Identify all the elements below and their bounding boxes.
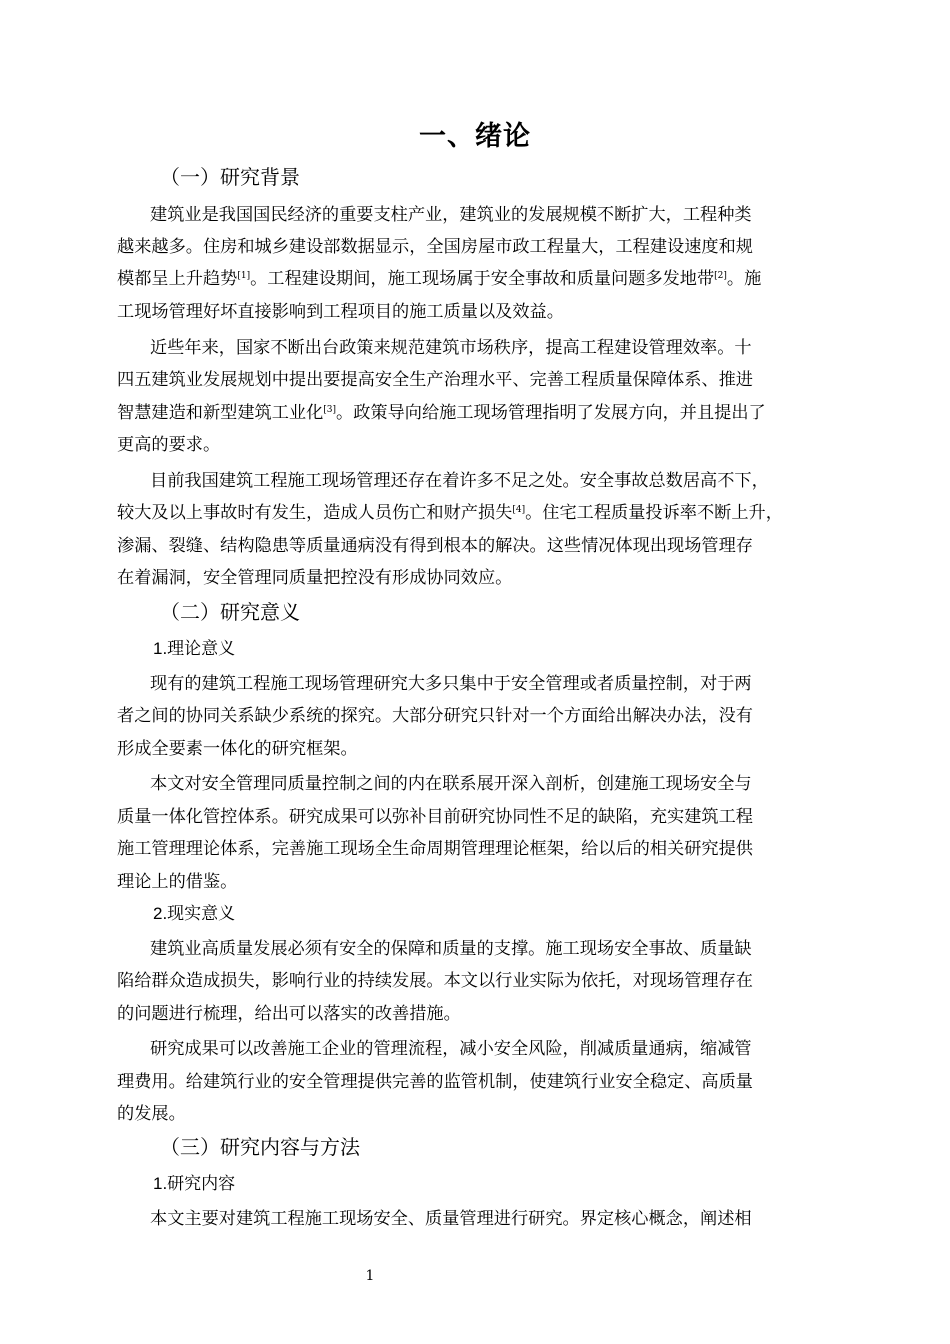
paragraph-line-with-citation bbox=[117, 397, 766, 429]
text-run: 较大及以上事故时有发生，造成人员伤亡和财产损失 bbox=[117, 503, 513, 523]
paragraph-line: 目前我国建筑工程施工现场管理还存在着许多不足之处。安全事故总数居高不下， bbox=[150, 471, 769, 491]
section-heading-content-methods: （三）研究内容与方法 bbox=[160, 1137, 360, 1159]
paragraph-line: 陷给群众造成损失，影响行业的持续发展。本文以行业实际为依托，对现场管理存在 bbox=[117, 971, 753, 991]
chapter-title: 一、绪论 bbox=[419, 121, 531, 151]
paragraph-line: 在着漏洞，安全管理同质量把控没有形成协同效应。 bbox=[117, 568, 513, 588]
subsection-heading-theory: 1.理论意义 bbox=[153, 639, 236, 658]
paragraph-line: 施工管理理论体系，完善施工现场全生命周期管理理论框架，给以后的相关研究提供 bbox=[117, 839, 753, 859]
paragraph-line: 四五建筑业发展规划中提出要提高安全生产治理水平、完善工程质量保障体系、推进 bbox=[117, 370, 753, 390]
paragraph-line: 者之间的协同关系缺少系统的探究。大部分研究只针对一个方面给出解决办法，没有 bbox=[117, 706, 753, 726]
section-heading-background: （一）研究背景 bbox=[160, 167, 300, 189]
subsection-heading-content: 1.研究内容 bbox=[153, 1174, 236, 1193]
paragraph-line: 近些年来，国家不断出台政策来规范建筑市场秩序，提高工程建设管理效率。十 bbox=[150, 338, 752, 358]
paragraph-line: 本文主要对建筑工程施工现场安全、质量管理进行研究。界定核心概念，阐述相 bbox=[150, 1209, 752, 1229]
text-run: 。住宅工程质量投诉率不断上升， bbox=[525, 503, 783, 523]
text-run: 模都呈上升趋势 bbox=[117, 269, 238, 289]
page-number: 1 bbox=[365, 1268, 375, 1284]
citation-2: [2] bbox=[714, 271, 727, 281]
citation-3: [3] bbox=[323, 405, 337, 415]
paragraph-line: 形成全要素一体化的研究框架。 bbox=[117, 739, 358, 759]
text-run: 。政策导向给施工现场管理指明了发展方向，并且提出了 bbox=[336, 403, 766, 423]
paragraph-line: 更高的要求。 bbox=[117, 435, 221, 455]
text-run: 智慧建造和新型建筑工业化 bbox=[117, 403, 324, 423]
citation-1: [1] bbox=[237, 271, 251, 281]
paragraph-line: 理论上的借鉴。 bbox=[117, 872, 238, 892]
paragraph-line: 工现场管理好坏直接影响到工程项目的施工质量以及效益。 bbox=[117, 302, 564, 322]
paragraph-line: 研究成果可以改善施工企业的管理流程，减小安全风险，削减质量通病，缩减管 bbox=[150, 1039, 752, 1059]
section-heading-significance: （二）研究意义 bbox=[160, 602, 300, 624]
paragraph-line: 的发展。 bbox=[117, 1104, 186, 1124]
paragraph-line: 渗漏、裂缝、结构隐患等质量通病没有得到根本的解决。这些情况体现出现场管理存 bbox=[117, 536, 753, 556]
paragraph-line: 本文对安全管理同质量控制之间的内在联系展开深入剖析，创建施工现场安全与 bbox=[150, 774, 752, 794]
citation-4: [4] bbox=[512, 505, 526, 515]
paragraph-line-with-citations bbox=[117, 263, 761, 295]
paragraph-line: 理费用。给建筑行业的安全管理提供完善的监管机制，使建筑行业安全稳定、高质量 bbox=[117, 1072, 753, 1092]
paragraph-line: 现有的建筑工程施工现场管理研究大多只集中于安全管理或者质量控制，对于两 bbox=[150, 674, 752, 694]
text-run: 。工程建设期间，施工现场属于安全事故和质量问题多发地带 bbox=[250, 269, 715, 289]
paragraph-line: 质量一体化管控体系。研究成果可以弥补目前研究协同性不足的缺陷，充实建筑工程 bbox=[117, 807, 753, 827]
text-run: 。施 bbox=[726, 269, 762, 289]
paragraph-line: 越来越多。住房和城乡建设部数据显示，全国房屋市政工程量大，工程建设速度和规 bbox=[117, 237, 753, 257]
subsection-heading-practice: 2.现实意义 bbox=[153, 904, 236, 923]
paragraph-line: 建筑业高质量发展必须有安全的保障和质量的支撑。施工现场安全事故、质量缺 bbox=[150, 939, 752, 959]
paragraph-line-with-citation bbox=[117, 497, 783, 529]
paragraph-line: 的问题进行梳理，给出可以落实的改善措施。 bbox=[117, 1004, 461, 1024]
paragraph-line: 建筑业是我国国民经济的重要支柱产业，建筑业的发展规模不断扩大，工程种类 bbox=[150, 205, 752, 225]
